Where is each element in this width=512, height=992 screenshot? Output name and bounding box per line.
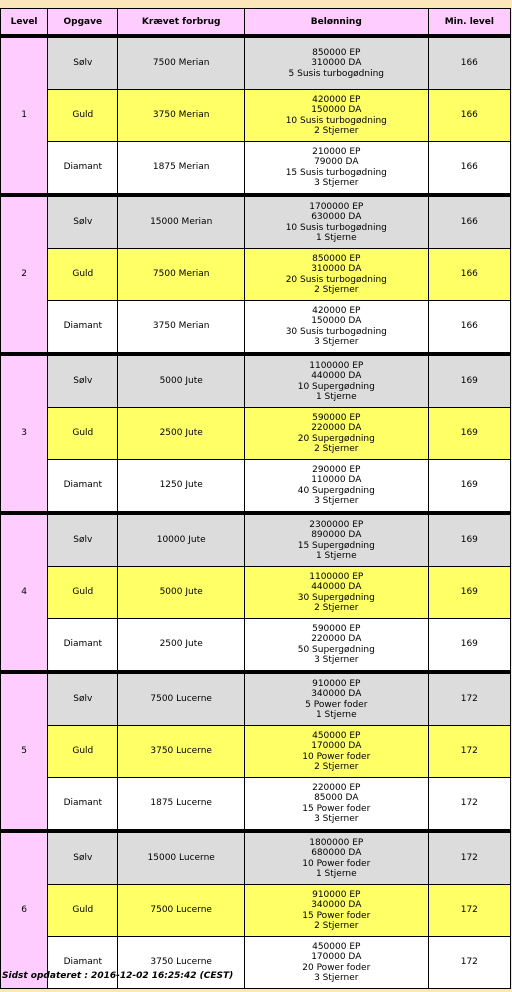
task-cell: Guld [48, 249, 117, 300]
table-row [1, 249, 510, 300]
reward-line: 150000 DA [311, 105, 362, 116]
reward-line: 170000 DA [311, 952, 362, 963]
reward-line: 1 Stjerne [315, 391, 357, 402]
reward-line: 2 Stjerner [314, 284, 359, 295]
table-row [1, 353, 510, 407]
required-consumption-cell: 3750 Lucerne [118, 726, 243, 777]
reward-line: 79000 DA [314, 157, 359, 168]
reward-cell [245, 512, 428, 566]
reward-line: 15 Power foder [302, 803, 371, 814]
min-level-cell: 172 [429, 726, 510, 777]
reward-line: 110000 DA [311, 475, 362, 486]
reward-line: 3 Stjerner [314, 177, 359, 188]
task-cell: Diamant [48, 460, 117, 511]
table-row [1, 778, 510, 829]
reward-line: 2 Stjerner [314, 602, 359, 613]
reward-line: 85000 DA [314, 793, 359, 804]
task-cell: Sølv [48, 671, 117, 725]
required-consumption-cell: 15000 Lucerne [118, 830, 243, 884]
reward-line: 1 Stjerne [315, 868, 357, 879]
rewards-table [0, 8, 511, 989]
table-row [1, 726, 510, 777]
reward-cell [245, 937, 428, 988]
reward-line: 15 Supergødning [297, 540, 375, 551]
task-cell: Guld [48, 90, 117, 141]
min-level-cell: 172 [429, 885, 510, 936]
min-level-cell: 169 [429, 460, 510, 511]
reward-line: 890000 DA [311, 530, 362, 541]
reward-line: 630000 DA [311, 212, 362, 223]
required-consumption-cell: 3750 Merian [118, 90, 243, 141]
level-cell: 2 [1, 194, 47, 352]
min-level-cell: 172 [429, 778, 510, 829]
table-row [1, 885, 510, 936]
reward-line: 340000 DA [311, 900, 362, 911]
reward-line: 1 Stjerne [315, 232, 357, 243]
reward-line: 440000 DA [311, 582, 362, 593]
min-level-cell: 166 [429, 90, 510, 141]
min-level-cell: 169 [429, 408, 510, 459]
reward-line: 1 Stjerne [315, 550, 357, 561]
reward-line: 1100000 EP [309, 571, 364, 582]
table-row [1, 619, 510, 670]
table-row [1, 830, 510, 884]
header-min-level: Min. level [429, 9, 510, 34]
reward-cell [245, 142, 428, 193]
header-level: Level [1, 9, 47, 34]
reward-line: 2 Stjerner [314, 125, 359, 136]
reward-cell [245, 90, 428, 141]
table-row [1, 90, 510, 141]
reward-line: 3 Stjerner [314, 495, 359, 506]
min-level-cell: 166 [429, 142, 510, 193]
task-cell: Sølv [48, 35, 117, 89]
table-row [1, 301, 510, 352]
reward-line: 450000 EP [312, 941, 361, 952]
level-cell: 1 [1, 35, 47, 193]
reward-line: 15 Susis turbogødning [285, 167, 387, 178]
header-row [1, 9, 510, 34]
reward-line: 310000 DA [311, 264, 362, 275]
reward-line: 340000 DA [311, 689, 362, 700]
reward-line: 310000 DA [311, 58, 362, 69]
reward-line: 10 Power foder [302, 751, 371, 762]
required-consumption-cell: 3750 Lucerne [118, 937, 243, 988]
required-consumption-cell: 7500 Merian [118, 249, 243, 300]
reward-cell [245, 778, 428, 829]
header-task: Opgave [48, 9, 117, 34]
table-row [1, 567, 510, 618]
reward-line: 10 Power foder [302, 858, 371, 869]
reward-line: 910000 EP [312, 678, 361, 689]
task-cell: Diamant [48, 619, 117, 670]
reward-cell [245, 249, 428, 300]
reward-line: 1700000 EP [309, 201, 364, 212]
table-row [1, 142, 510, 193]
required-consumption-cell: 7500 Lucerne [118, 885, 243, 936]
reward-cell [245, 35, 428, 89]
reward-cell [245, 830, 428, 884]
task-cell: Guld [48, 408, 117, 459]
reward-cell [245, 671, 428, 725]
reward-line: 2 Stjerner [314, 920, 359, 931]
reward-line: 450000 EP [312, 730, 361, 741]
reward-line: 1100000 EP [309, 360, 364, 371]
header-reward: Belønning [245, 9, 428, 34]
required-consumption-cell: 3750 Merian [118, 301, 243, 352]
required-consumption-cell: 1875 Merian [118, 142, 243, 193]
reward-line: 50 Supergødning [297, 644, 375, 655]
reward-line: 220000 EP [312, 782, 361, 793]
reward-cell [245, 726, 428, 777]
reward-line: 440000 DA [311, 371, 362, 382]
required-consumption-cell: 7500 Lucerne [118, 671, 243, 725]
min-level-cell: 169 [429, 567, 510, 618]
reward-line: 5 Susis turbogødning [288, 68, 384, 79]
table-row [1, 194, 510, 248]
table-row [1, 460, 510, 511]
reward-cell [245, 567, 428, 618]
reward-line: 420000 EP [312, 94, 361, 105]
reward-cell [245, 619, 428, 670]
reward-line: 5 Power foder [305, 699, 368, 710]
reward-line: 10 Susis turbogødning [285, 115, 387, 126]
required-consumption-cell: 5000 Jute [118, 567, 243, 618]
level-cell: 4 [1, 512, 47, 670]
min-level-cell: 166 [429, 194, 510, 248]
reward-line: 30 Susis turbogødning [285, 326, 387, 337]
min-level-cell: 166 [429, 249, 510, 300]
reward-cell [245, 885, 428, 936]
reward-line: 10 Supergødning [297, 381, 375, 392]
table-body [1, 35, 510, 988]
task-cell: Diamant [48, 778, 117, 829]
reward-line: 20 Susis turbogødning [285, 274, 387, 285]
task-cell: Diamant [48, 301, 117, 352]
required-consumption-cell: 5000 Jute [118, 353, 243, 407]
reward-line: 3 Stjerner [314, 972, 359, 983]
required-consumption-cell: 1250 Jute [118, 460, 243, 511]
task-cell: Guld [48, 567, 117, 618]
reward-line: 15 Power foder [302, 910, 371, 921]
min-level-cell: 169 [429, 512, 510, 566]
reward-line: 210000 EP [312, 146, 361, 157]
task-cell: Guld [48, 885, 117, 936]
task-cell: Sølv [48, 830, 117, 884]
reward-line: 1 Stjerne [315, 709, 357, 720]
reward-line: 2300000 EP [309, 519, 364, 530]
required-consumption-cell: 2500 Jute [118, 408, 243, 459]
task-cell: Guld [48, 726, 117, 777]
reward-line: 590000 EP [312, 623, 361, 634]
reward-line: 220000 DA [311, 423, 362, 434]
reward-line: 20 Power foder [302, 962, 371, 973]
reward-line: 10 Susis turbogødning [285, 222, 387, 233]
min-level-cell: 172 [429, 830, 510, 884]
task-cell: Diamant [48, 142, 117, 193]
reward-line: 680000 DA [311, 848, 362, 859]
min-level-cell: 169 [429, 353, 510, 407]
reward-line: 20 Supergødning [297, 433, 375, 444]
level-cell: 3 [1, 353, 47, 511]
reward-cell [245, 194, 428, 248]
task-cell: Diamant [48, 937, 117, 988]
min-level-cell: 166 [429, 301, 510, 352]
level-cell: 5 [1, 671, 47, 829]
reward-line: 1800000 EP [309, 837, 364, 848]
required-consumption-cell: 10000 Jute [118, 512, 243, 566]
reward-line: 150000 DA [311, 316, 362, 327]
reward-line: 2 Stjerner [314, 761, 359, 772]
table-row [1, 671, 510, 725]
required-consumption-cell: 2500 Jute [118, 619, 243, 670]
last-updated-footer: Sidst opdateret : 2016-12-02 16:25:42 (CEST) [2, 971, 234, 981]
reward-line: 170000 DA [311, 741, 362, 752]
table-row [1, 408, 510, 459]
reward-line: 420000 EP [312, 305, 361, 316]
header-required-consumption: Krævet forbrug [118, 9, 243, 34]
required-consumption-cell: 7500 Merian [118, 35, 243, 89]
reward-cell [245, 408, 428, 459]
reward-line: 30 Supergødning [297, 592, 375, 603]
reward-cell [245, 460, 428, 511]
reward-line: 2 Stjerner [314, 443, 359, 454]
reward-line: 3 Stjerner [314, 813, 359, 824]
level-cell: 6 [1, 830, 47, 988]
reward-line: 850000 EP [312, 47, 361, 58]
reward-line: 40 Supergødning [297, 485, 375, 496]
required-consumption-cell: 1875 Lucerne [118, 778, 243, 829]
task-cell: Sølv [48, 194, 117, 248]
reward-cell [245, 353, 428, 407]
min-level-cell: 172 [429, 671, 510, 725]
min-level-cell: 169 [429, 619, 510, 670]
task-cell: Sølv [48, 353, 117, 407]
table-row [1, 35, 510, 89]
reward-line: 3 Stjerner [314, 336, 359, 347]
reward-cell [245, 301, 428, 352]
task-cell: Sølv [48, 512, 117, 566]
reward-line: 290000 EP [312, 464, 361, 475]
min-level-cell: 172 [429, 937, 510, 988]
min-level-cell: 166 [429, 35, 510, 89]
reward-line: 3 Stjerner [314, 654, 359, 665]
reward-line: 850000 EP [312, 253, 361, 264]
required-consumption-cell: 15000 Merian [118, 194, 243, 248]
reward-line: 220000 DA [311, 634, 362, 645]
reward-line: 910000 EP [312, 889, 361, 900]
table-row [1, 512, 510, 566]
reward-line: 590000 EP [312, 412, 361, 423]
